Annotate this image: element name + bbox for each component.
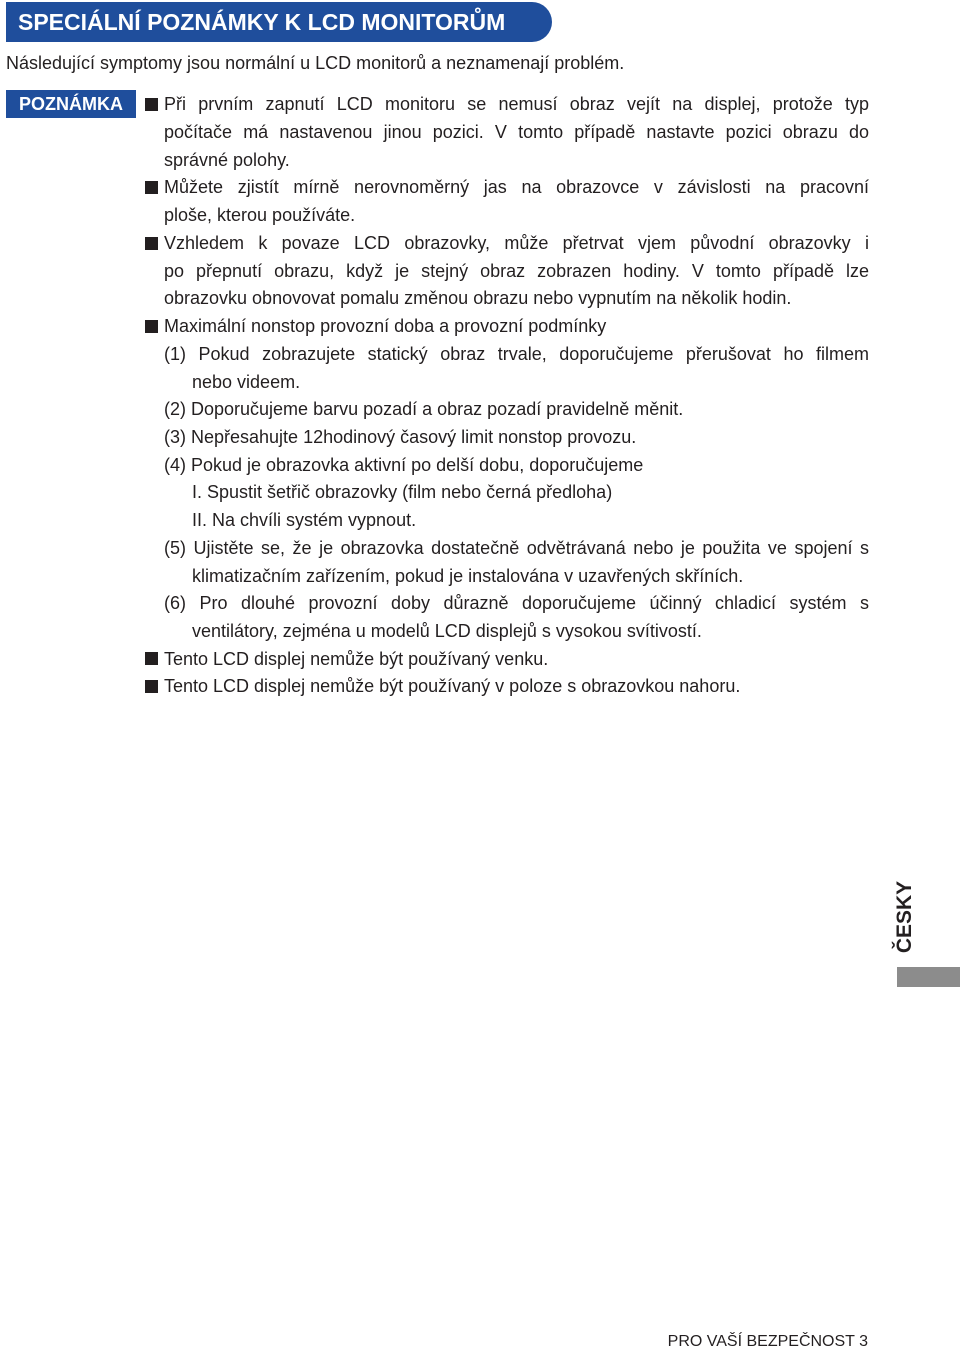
bullet-square-icon [145,652,158,665]
note-4-item-3: (3) Nepřesahujte 12hodinový časový limit nonstop provozu. [164,427,637,447]
note-2-line-2: ploše, kterou používáte. [164,205,356,225]
note-6: Tento LCD displej nemůže být používaný v poloze s obrazovkou nahoru. [164,676,741,696]
bullet-square-icon [145,98,158,111]
note-3-line-2: po přepnutí obrazu, když je stejný obraz zobrazen hodiny. V tomto případě lze [164,261,869,281]
note-2-line-1: Můžete zjistít mírně nerovnoměrný jas na obrazovce v závislosti na pracovní [164,177,869,197]
page-footer: PRO VAŠÍ BEZPEČNOST 3 [667,1333,868,1350]
language-tab-bar [897,967,960,987]
note-4-item-6-line-1: (6) Pro dlouhé provozní doby důrazně doporučujeme účinný chladicí systém s [164,593,869,613]
note-4-item-4-sub-1: I. Spustit šetřič obrazovky (film nebo černá předloha) [192,482,613,502]
note-1-line-1: Při prvním zapnutí LCD monitoru se nemusí obraz vejít na displej, protože typ [164,94,869,114]
note-4-item-5-line-2: klimatizačním zařízením, pokud je instalována v uzavřených skříních. [192,566,744,586]
bullet-square-icon [145,237,158,250]
note-4-item-1-line-1: (1) Pokud zobrazujete statický obraz trvale, doporučujeme přerušovat ho filmem [164,344,869,364]
bullet-square-icon [145,680,158,693]
note-4-item-4-sub-2: II. Na chvíli systém vypnout. [192,510,417,530]
note-badge: POZNÁMKA [6,90,136,118]
section-title: SPECIÁLNÍ POZNÁMKY K LCD MONITORŮM [6,2,552,42]
bullet-square-icon [145,320,158,333]
note-3-line-1: Vzhledem k povaze LCD obrazovky, může přetrvat vjem původní obrazovky i [164,233,869,253]
note-5: Tento LCD displej nemůže být používaný venku. [164,649,549,669]
note-1-line-2: počítače má nastavenou jinou pozici. V tomto případě nastavte pozici obrazu do [164,122,869,142]
intro-text: Následující symptomy jsou normální u LCD monitorů a neznamenají problém. [6,53,625,73]
note-4-heading: Maximální nonstop provozní doba a provozní podmínky [164,316,607,336]
bullet-square-icon [145,181,158,194]
note-4-item-6-line-2: ventilátory, zejména u modelů LCD displejů s vysokou svítivostí. [192,621,702,641]
note-4-item-4: (4) Pokud je obrazovka aktivní po delší dobu, doporučujeme [164,455,644,475]
note-4-item-1-line-2: nebo videem. [192,372,301,392]
note-1-line-3: správné polohy. [164,150,290,170]
note-3-line-3: obrazovku obnovovat pomalu změnou obrazu nebo vypnutím na několik hodin. [164,288,792,308]
language-tab-label: ČESKY [893,880,916,954]
note-4-item-5-line-1: (5) Ujistěte se, že je obrazovka dostatečně odvětrávaná nebo je použita ve spojení s [164,538,869,558]
note-4-item-2: (2) Doporučujeme barvu pozadí a obraz pozadí pravidelně měnit. [164,399,684,419]
